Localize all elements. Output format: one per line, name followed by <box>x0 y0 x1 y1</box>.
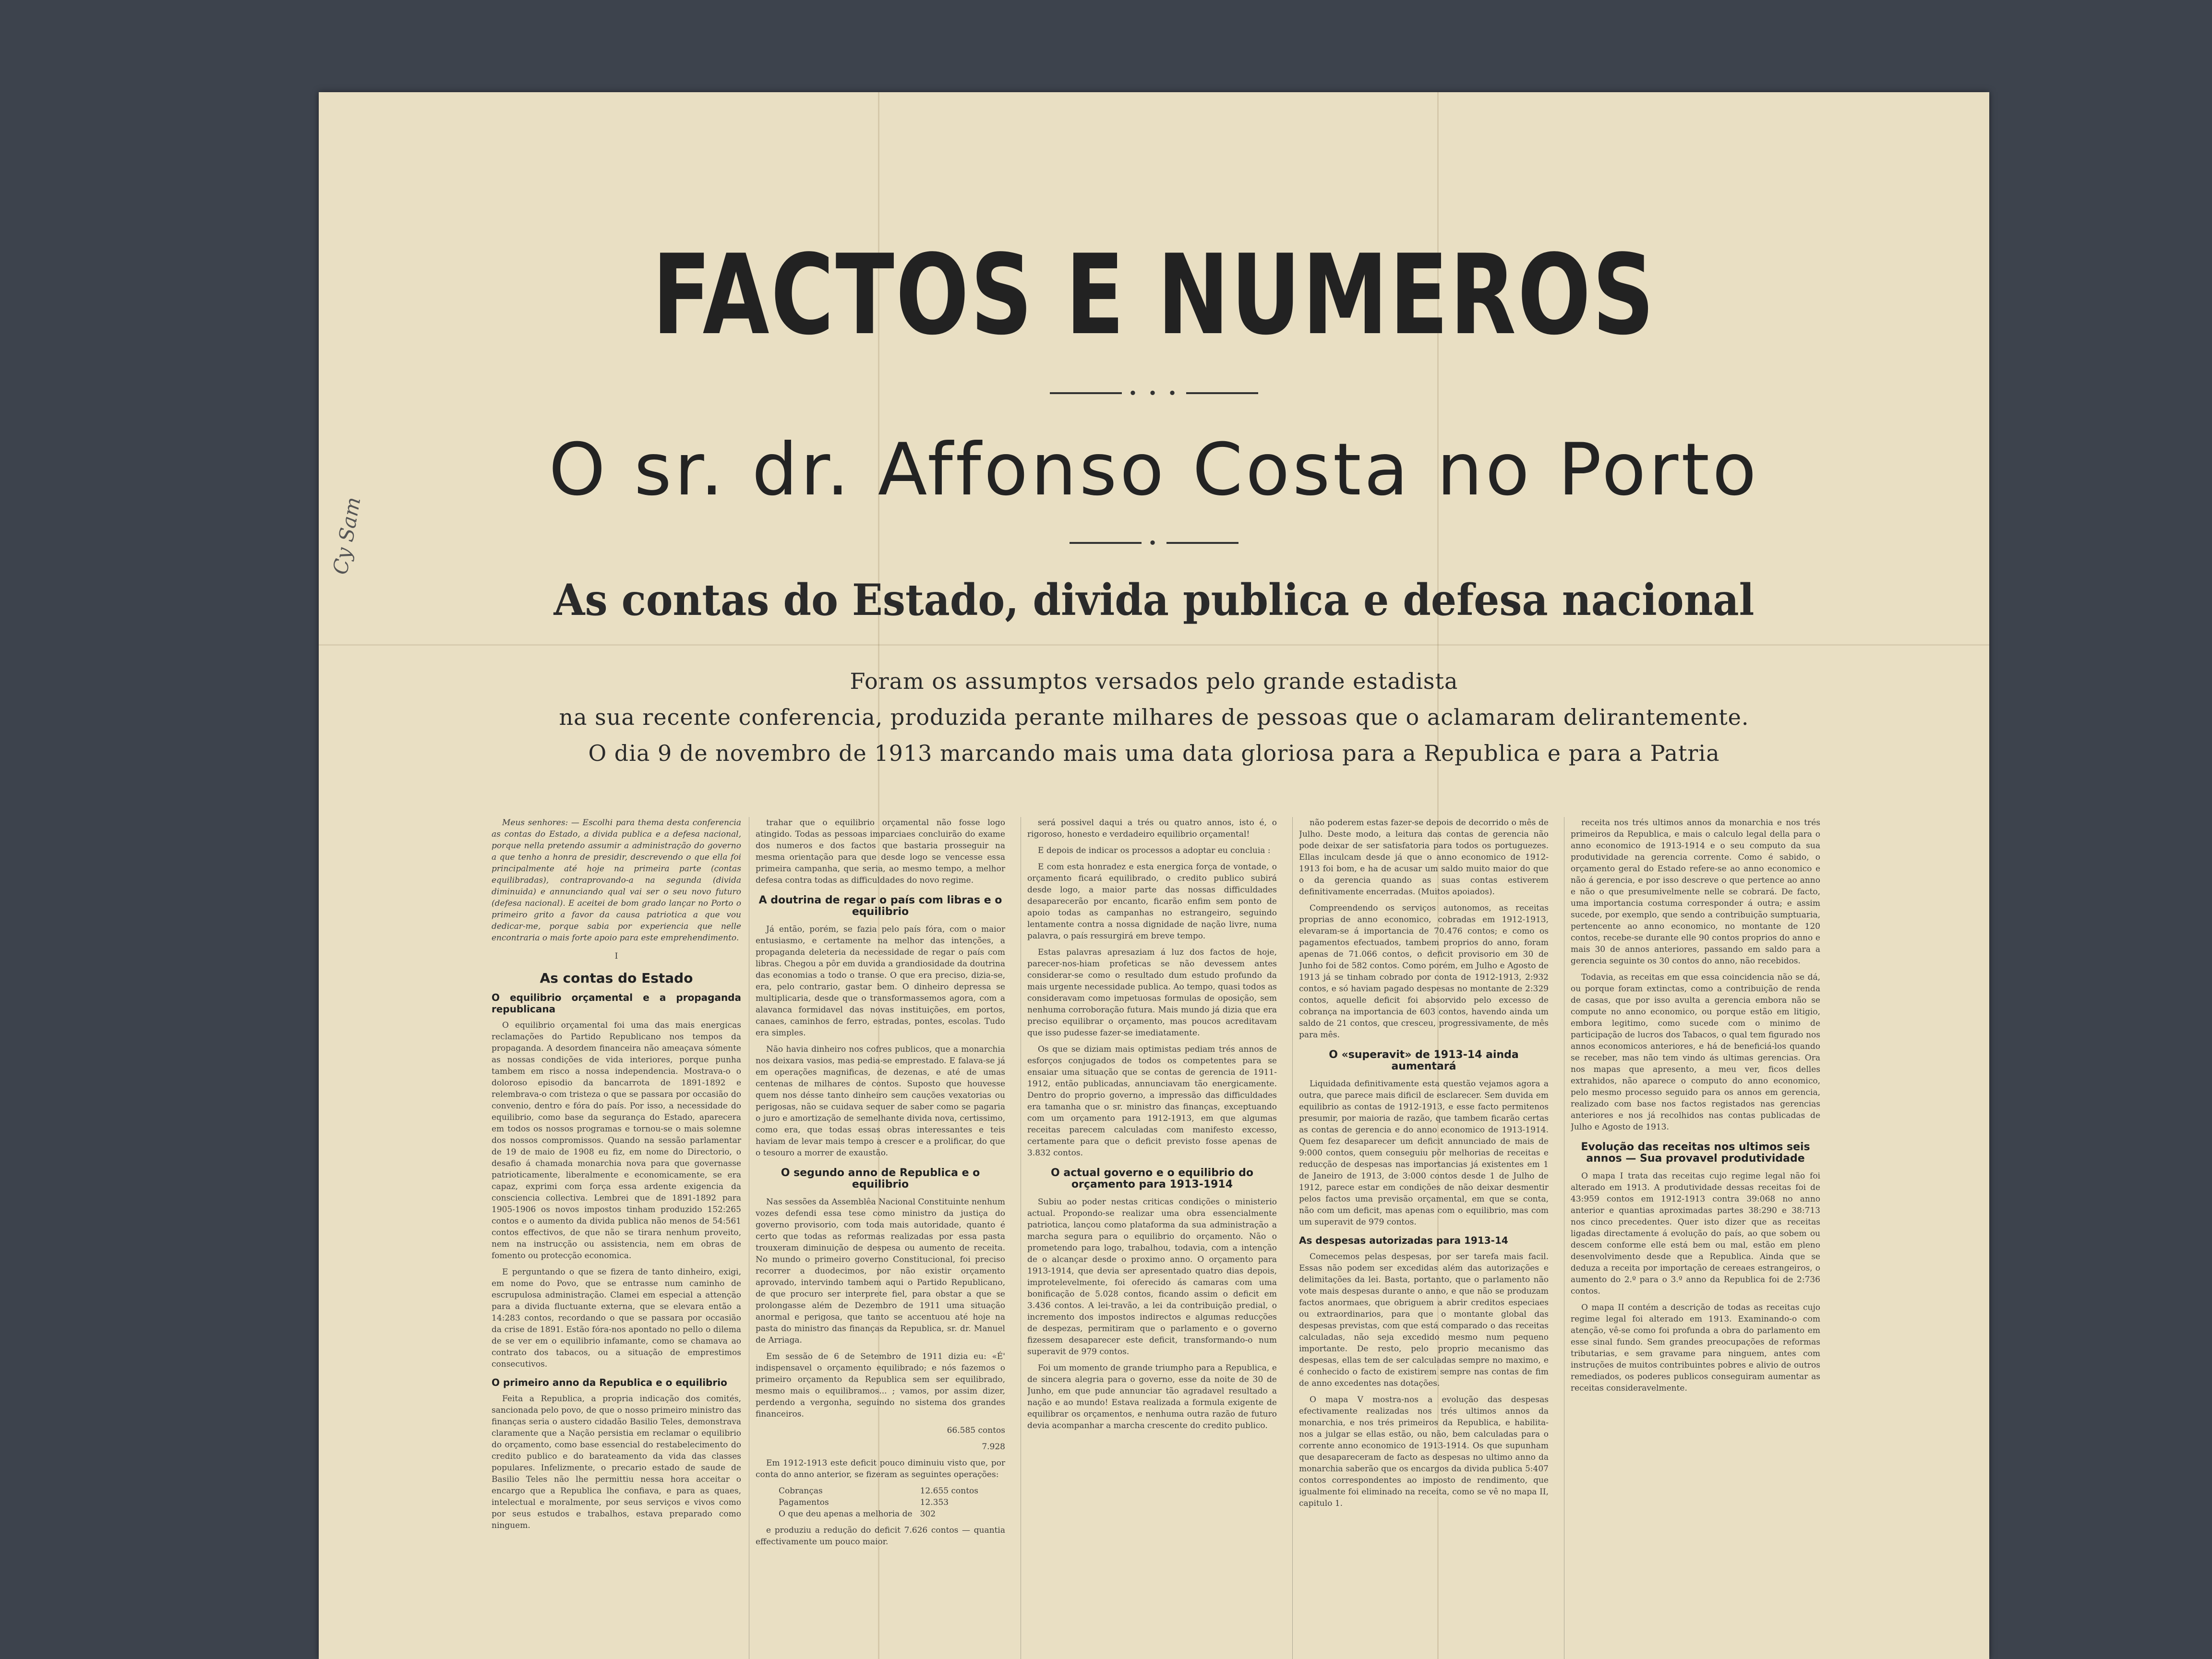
total-value: 66.585 contos <box>947 1426 1005 1435</box>
article-column-2 <box>756 817 1005 1659</box>
table-cell: 302 <box>920 1509 936 1519</box>
paragraph: será possivel daqui a trés ou quatro annos, isto é, o rigoroso, honesto e verdadeiro equilibrio orçamental! <box>1027 818 1277 839</box>
paragraph: Os que se diziam mais optimistas pediam trés annos de esforços conjugados de todos os competentes para se ensaiar uma situação que se contas de gerencia de 1911-1912, então publicadas, annunciavam tão energicamente. Dentro do proprio governo, a impressão das difficuldades era tamanha que o sr. ministro das finanças, exceptuando com um orçamento para 1912-1913, em que algumas receitas parecem calculadas com manifesto excesso, certamente para que o deficit previsto fosse apenas de 3.832 contos. <box>1027 1045 1277 1158</box>
paragraph: Já então, porém, se fazia pelo país fóra, com o maior entusiasmo, e certamente na melhor das intenções, a propaganda deleteria da necessidade de regar o país com libras. Chegou a pôr em duvida a grandiosidade da doutrina das economias a todo o transe. O que era preciso, dizia-se, era, pelo contrario, gastar bem. O dinheiro depressa se multiplicaria, desde que o transformassemos agora, com a alavanca formidavel das novas instituições, em portos, canaes, caminhos de ferro, estradas, pontes, escolas. Tudo era simples. <box>756 925 1005 1038</box>
table-cell: 12.353 <box>920 1498 949 1507</box>
subsection-heading: O «superavit» de 1913-14 ainda aumentará <box>1329 1049 1519 1072</box>
paragraph: O mapa I trata das receitas cujo regime legal não foi alterado em 1913. A produtividade dessas receitas foi de 43:959 contos em 1912-1913 contra 39:068 no anno anterior e quantias aproximadas partes 38:290 e 38:713 nos cinco precedentes. Quer isto dizer que as receitas ligadas directamente á evolução do país, ao que sobem ou descem conforme elle está bem ou mal, estão em pleno desenvolvimento desde que a Republica. Ainda que se deduza a receita por importação de cereaes estrangeiros, o aumento do 2.º para o 3.º anno da Republica foi de 2:736 contos. <box>1571 1171 1820 1296</box>
paragraph: Todavia, as receitas em que essa coincidencia não se dá, ou porque foram extinctas, como a contribuição de renda de casas, que por isso avulta a gerencia embora não se compute no anno economico, ou porque estão em litigio, embora legitimo, como sucede com o minimo de participação de lucros dos Tabacos, o qual tem figurado nos annos economicos anteriores, e há de beneficiá-los quando se receber, mas não tem vindo ás ultimas gerencias. Ora nos mapas que apresento, a meu ver, ficos delles extrahidos, não aparece o computo do anno economico, pelo mesmo processo seguido para os annos em gerencia, realizado com base nos factos registados nas gerencias anteriores e nos já recolhidos nas contas publicadas de Julho e Agosto de 1913. <box>1571 973 1820 1132</box>
paragraph: Compreendendo os serviços autonomos, as receitas proprias de anno economico, cobradas em 1912-1913, elevaram-se á importancia de 70.476 contos; e como os pagamentos efectuados, tambem proprios do anno, foram apenas de 71.066 contos, o deficit provisorio em 30 de Junho foi de 582 contos. Como porém, em Julho e Agosto de 1913 já se tinham cobrado por conta de 1912-1913, 2:932 contos, e só haviam pagado despesas no montante de 2:329 contos, aquelle deficit foi absorvido pelo excesso de cobrança na importancia de 603 contos, havendo ainda um saldo de 21 contos, que cresceu, progressivamente, de mês para mês. <box>1299 903 1549 1040</box>
paragraph: E com esta honradez e esta energica força de vontade, o orçamento ficará equilibrado, o credito publico subirá desde logo, a maior parte das nossas difficuldades desaparecerão por encanto, ficarão enfim sem ponto de apoio todas as campanhas no estrangeiro, seguindo lentamente contra a nossa dignidade de nação livre, numa palavra, o país ressurgirá em breve tempo. <box>1027 862 1277 941</box>
paragraph: O equilibrio orçamental foi uma das mais energicas reclamações do Partido Republicano nos tempos da propaganda. A desordem financeira não ameaçava sómente as nossas condições de vida interiores, porque punha tambem em risco a nossa independencia. Mostrava-o o doloroso episodio da bancarrota de 1891-1892 e relembrava-o com tristeza o que se passara por occasião do convenio, dentro e fóra do país. Por isso, a necessidade do equilibrio, como base da segurança do Estado, aparecera em todos os nossos programas e tornou-se o mais solemne dos nossos compromissos. Quando na sessão parlamentar de 19 de maio de 1908 eu fiz, em nome do Directorio, o desafio á chamada monarchia nova para que governasse patrioticamente, liberalmente e economicamente, se era capaz, exprimi com força essa ardente exigencia da consciencia collectiva. Lembrei que de 1891-1892 para 1905-1906 os novos impostos tinham produzido 152:265 contos e o aumento da divida publica não menos de 54:561 contos effectivos, de que não se tirara nenhum proveito, nem na instrucção ou assistencia, nem em obras de fomento ou protecção economica. <box>492 1021 741 1261</box>
table-cell: Cobranças <box>779 1486 823 1496</box>
paragraph: Liquidada definitivamente esta questão vejamos agora a outra, que parece mais dificil de esclarecer. Sem duvida em equilibrio as contas de 1912-1913, e esse facto permitenos presumir, por maioria de razão, que tambem ficarão certas as contas de gerencia e do anno economico de 1913-1914. Quem fez desaparecer um deficit annunciado de mais de 9:000 contos, quem conseguiu pôr melhorias de receitas e reducção de despesas nas importancias já existentes em 1 de Janeiro de 1913, de 3:000 contos desde 1 de Julho de 1912, parece estar em condições de não deixar desmentir pelos factos uma previsão orçamental, em que se conta, não com um deficit, mas apenas com o equilibrio, mas com um superavit de 979 contos. <box>1299 1079 1549 1227</box>
table-cell: O que deu apenas a melhoria de <box>779 1509 913 1519</box>
intro-line-3: O dia 9 de novembro de 1913 marcando mais uma data gloriosa para a Republica e para a Patria <box>588 740 1720 766</box>
paragraph: O mapa II contém a descrição de todas as receitas cujo regime legal foi alterado em 1913. Examinando-o com atenção, vê-se como foi profunda a obra do parlamento em esse sinal fundo. Sem grandes preocupações de reformas tributarias, e sem gravame para ninguem, antes com instruções de muitos contribuintes pobres e alivio de outros remediados, os poderes publicos conseguiram aumentar as receitas consideravelmente. <box>1571 1303 1820 1393</box>
paragraph: Em 1912-1913 este deficit pouco diminuiu visto que, por conta do anno anterior, se fizeram as seguintes operações: <box>756 1458 1005 1479</box>
ornament-divider: • • • <box>319 384 1989 402</box>
handwritten-annotation: Cy Sam <box>328 495 365 577</box>
paragraph: e produziu a redução do deficit 7.626 contos — quantia effectivamente um pouco maior. <box>756 1526 1005 1547</box>
intro-line-2: na sua recente conferencia, produzida perante milhares de pessoas que o aclamaram delirantemente. <box>559 704 1749 730</box>
paragraph: Subiu ao poder nestas criticas condições o ministerio actual. Propondo-se realizar uma obra essencialmente patriotica, lançou como plataforma da sua administração a marcha segura para o equilibrio do orçamento. Não o prometendo para logo, trabalhou, todavia, com a intenção de o alcançar desde o proximo anno. O orçamento para 1913-1914, que devia ser apresentado quatro dias depois, improtelevelmente, foi oferecido ás camaras com uma bonificação de 5.028 contos, ficando assim o deficit em 3.436 contos. A lei-travão, a lei da contribuição predial, o incremento dos impostos indirectos e algumas reducções de despezas, permitiram que o parlamento e o governo fizessem desaparecer este deficit, transformando-o num superavit de 979 contos. <box>1027 1197 1277 1357</box>
paragraph: Feita a Republica, a propria indicação dos comités, sancionada pelo povo, de que o nosso primeiro ministro das finanças seria o austero cidadão Basilio Teles, demonstrava claramente que a Nação persistia em reclamar o equilibrio do orçamento, como base essencial do restabelecimento do credito publico e do barateamento da vida das classes populares. Infelizmente, o precario estado de saude de Basilio Teles não lhe permittiu nessa hora acceitar o encargo que a Republica lhe confiava, e para as quaes, intelectual e moralmente, por seus serviços e vivos como por seus estudos e trabalhos, estava preparado como ninguem. <box>492 1394 741 1530</box>
subsection-heading: As despesas autorizadas para 1913-14 <box>1299 1235 1508 1246</box>
paragraph: Estas palavras apresaziam á luz dos factos de hoje, parecer-nos-hiam profeticas se não devessem antes considerar-se como o resultado dum estudo profundo da mais urgente necessidade publica. Ao tempo, quasi todos as consideravam como impetuosas formulas de oposição, sem nenhuma corroboração futura. Mais mundo já dizia que era preciso equilibrar o orçamento, mas poucos acreditavam que isso pudesse fazer-se imediatamente. <box>1027 948 1277 1038</box>
subheadline: As contas do Estado, divida publica e defesa nacional <box>553 575 1755 625</box>
paragraph: Comecemos pelas despesas, por ser tarefa mais facil. Essas não podem ser excedidas além das autorizações e delimitações da lei. Basta, portanto, que o parlamento não vote mais despesas durante o anno, e que não se produzam factos anormaes, que obriguem a abrir creditos especiaes ou extraordinarios, para que o montante global das despesas previstas, com que está comparado o das receitas calculadas, não seja excedido mesmo num pequeno importante. De resto, pelo proprio mecanismo das despesas, ellas tem de ser calculadas sempre no maximo, e é conhecido o facto de existirem sempre nas contas de fim de anno excedentes nas dotações. <box>1299 1252 1549 1388</box>
column-rule <box>1292 817 1293 1659</box>
section-numeral: I <box>614 951 618 961</box>
section-heading: As contas do Estado <box>540 970 693 986</box>
subsection-heading: O actual governo e o equilibrio do orçamento para 1913-1914 <box>1051 1167 1253 1190</box>
paragraph: O mapa V mostra-nos a evolução das despesas efectivamente realizadas nos trés ultimos annos da monarchia, e nos trés primeiros da Republica, e habilita-nos a julgar se ellas estão, ou não, bem calculadas para o corrente anno economico de 1913-1914. Os que supunham que desapareceram de facto as despesas no ultimo anno da monarchia saberão que os encargos da divida publica 5:407 contos correspondentes ao imposto de rendimento, que igualmente foi eliminado na receita, como se vê no mapa II, capitulo 1. <box>1299 1395 1549 1508</box>
paragraph: Em sessão de 6 de Setembro de 1911 dizia eu: «É' indispensavel o orçamento equilibrado; e nós fazemos o primeiro orçamento da Republica sem ser equilibrado, mesmo mais o equilibramos... ; vamos, por assim dizer, perdendo a vergonha, seguindo no sistema dos grandes financeiros. <box>756 1352 1005 1419</box>
subsection-heading: O segundo anno de Republica e o equilibrio <box>781 1167 980 1190</box>
ornament-divider: • <box>319 534 1989 552</box>
subtitle: O sr. dr. Affonso Costa no Porto <box>549 428 1759 512</box>
total-value: 7.928 <box>982 1442 1005 1452</box>
table-cell: Pagamentos <box>779 1498 829 1507</box>
subsection-heading: O equilibrio orçamental e a propaganda republicana <box>492 992 741 1015</box>
subsection-heading: O primeiro anno da Republica e o equilibrio <box>492 1377 727 1388</box>
article-column-5 <box>1571 817 1820 1659</box>
paragraph: não poderem estas fazer-se depois de decorrido o mês de Julho. Deste modo, a leitura das contas de gerencia não pode deixar de ser satisfatoria para todos os portuguezes. Ellas inculcam desde já que o anno economico de 1912-1913 foi bom, e ha de acusar um saldo muito maior do que o da gerencia quando as suas contas estiverem definitivamente encerradas. (Muitos apoiados). <box>1299 818 1549 897</box>
paragraph: Foi um momento de grande triumpho para a Republica, e de sincera alegria para o governo, esse da noite de 30 de Junho, em que pude annunciar tão agradavel resultado a nação e ao mundo! Estava realizada a formula exigente de equilibrar os orçamentos, e nenhuma outra razão de futuro devia acompanhar a marcha crescente do credito publico. <box>1027 1363 1277 1431</box>
table-row <box>775 1508 982 1520</box>
paragraph: E perguntando o que se fizera de tanto dinheiro, exigi, em nome do Povo, que se entrasse num caminho de escrupulosa administração. Clamei em especial a attenção para a divida fluctuante externa, que se elevara então a 14:283 contos, recordando o que se passara por occasião da crise de 1891. Estão fóra-nos apontado no pello o dilema de se ver em o equilibrio infamante, como se chamava ao contrato dos tabacos, ou a situação de emprestimos consecutivos. <box>492 1267 741 1369</box>
fold-line <box>319 644 1989 646</box>
headline: FACTOS E NUMEROS <box>652 231 1656 360</box>
table-cell: 12.655 contos <box>920 1486 978 1496</box>
article-column-4 <box>1299 817 1549 1659</box>
operations-table <box>775 1485 982 1520</box>
table-row <box>775 1485 982 1497</box>
paragraph: Nas sessões da Assemblêa Nacional Constituinte nenhum vozes defendi essa tese como ministro da justiça do governo provisorio, com toda mais autoridade, quanto é certo que todas as reformas realizadas por essa pasta trouxeram diminuição de despesa ou aumento de receita. No mundo o primeiro governo Constitucional, foi preciso recorrer a duodecimos, por não existir orçamento aprovado, intervindo tambem aqui o Partido Republicano, de que procuro ser interprete fiel, para obstar a que se prolongasse além de Dezembro de 1911 uma situação anormal e perigosa, que tanto se accentuou até hoje na pasta do ministro das finanças da Republica, sr. dr. Manuel de Arriaga. <box>756 1197 1005 1345</box>
article-opening: Meus senhores: — Escolhi para thema desta conferencia as contas do Estado, a divida publica e a defesa nacional, porque nella pretendo assumir a administração do governo a que tenho a honra de presidir, descrevendo o que ella foi principalmente até hoje na primeira parte (contas equilibradas), contraprovando-a na segunda (divida diminuida) e annunciando qual vai ser o seu novo futuro (defesa nacional). E aceitei de bom grado lançar no Porto o primeiro grito a favor da causa patriotica a que vou dedicar-me, porque sabia por experiencia que nelle encontraria o mais forte apoio para este emprehendimento. <box>492 818 741 943</box>
table-row <box>775 1497 982 1508</box>
paragraph: receita nos trés ultimos annos da monarchia e nos trés primeiros da Republica, e mais o calculo legal della para o anno economico de 1913-1914 e o seu computo da sua produtividade na gerencia corrente. Como é sabido, o orçamento geral do Estado refere-se ao anno economico e não á gerencia, e por isso descreve o que pertence ao anno e não o que presumivelmente nelle se cobrará. De facto, uma importancia costuma corresponder á outra; e assim sucede, por exemplo, que sendo a contribuição sumptuaria, pertencente ao anno economico, no montante de 120 contos, recebe-se durante elle 90 contos proprios do anno e mais 30 de annos anteriores, passando em saldo para a gerencia seguinte os 30 contos do anno, não recebidos. <box>1571 818 1820 966</box>
subsection-heading: A doutrina de regar o país com libras e o equilibrio <box>758 894 1002 918</box>
paragraph: Não havia dinheiro nos cofres publicos, que a monarchia nos deixara vasios, mas pedia-se emprestado. E falava-se já em operações magnificas, de dezenas, e até de umas centenas de milhares de contos. Suposto que houvesse quem nos désse tanto dinheiro sem cauções vexatorias ou perigosas, não se cuidava sequer de saber como se pagaria o juro e amortização de semelhante divida nova, certissimo, como era, que todas essas obras interessantes e teis haviam de levar mais tempo a crescer e a prolificar, do que o tesouro a morrer de exaustão. <box>756 1045 1005 1158</box>
paragraph: E depois de indicar os processos a adoptar eu concluia : <box>1038 846 1271 855</box>
paragraph: trahar que o equilibrio orçamental não fosse logo atingido. Todas as pessoas imparciaes concluirão do exame dos numeros e dos factos que bastaria prosseguir na mesma orientação para que desde logo se vencesse essa primeira campanha, que seria, ao mesmo tempo, a melhor defesa contra todas as difficuldades do novo regime. <box>756 818 1005 885</box>
article-column-3 <box>1027 817 1277 1659</box>
intro-line-1: Foram os assumptos versados pelo grande estadista <box>850 668 1458 694</box>
article-column-1 <box>492 817 741 1659</box>
subsection-heading: Evolução das receitas nos ultimos seis annos — Sua provavel produtividade <box>1581 1141 1810 1165</box>
newspaper-sheet <box>319 92 1989 1659</box>
